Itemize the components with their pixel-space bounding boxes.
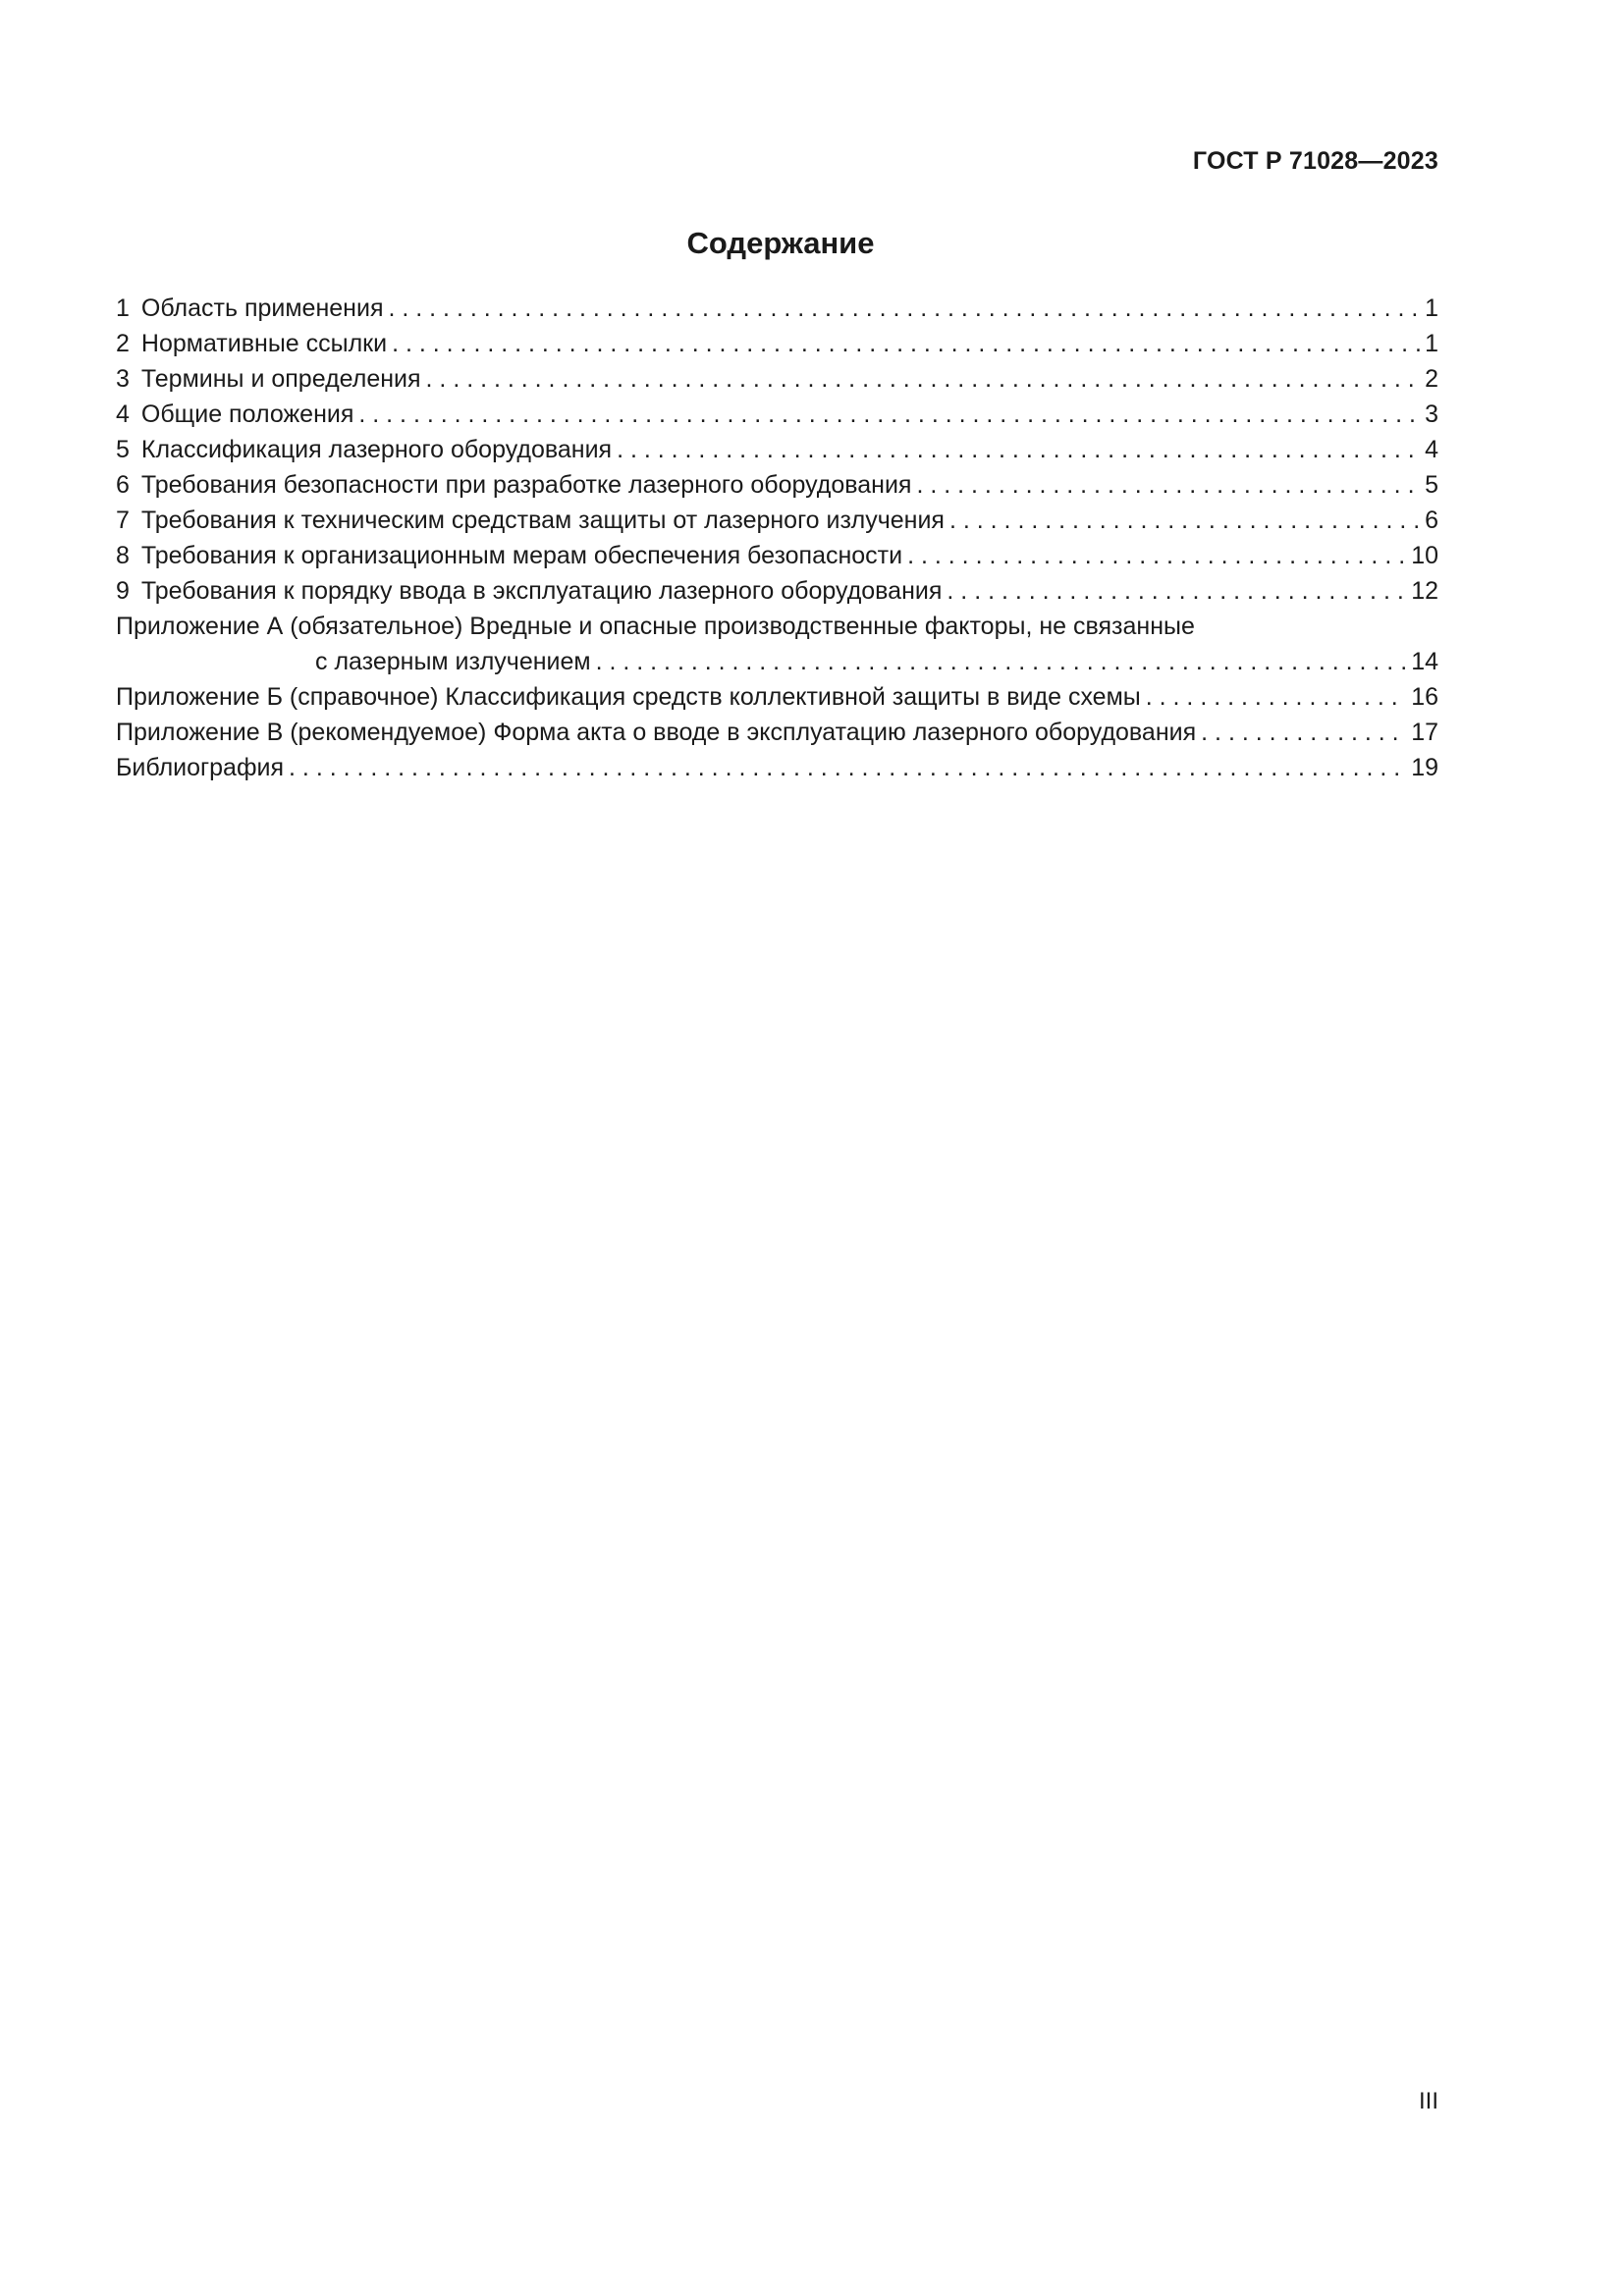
toc-entry-number: 8 [116, 542, 130, 569]
toc-entry[interactable] [116, 715, 1438, 750]
toc-entry-page: 12 [1411, 577, 1438, 605]
toc-entry-title: Общие положения [140, 400, 354, 428]
toc-entry-page: 3 [1425, 400, 1438, 428]
toc-entry-number: 3 [116, 365, 130, 393]
toc-entry-title: Термины и определения [140, 365, 421, 393]
toc-entry-title: Требования безопасности при разработке лазерного оборудования [140, 471, 912, 499]
toc-entry-number: 6 [116, 471, 130, 499]
toc-entry-title-continuation: с лазерным излучением [315, 648, 591, 675]
toc-entry-page: 1 [1425, 330, 1438, 357]
toc-entry-page: 19 [1411, 754, 1438, 781]
toc-leader-dots [289, 750, 1407, 785]
toc-leader-dots [426, 361, 1422, 397]
toc-leader-dots [617, 432, 1421, 467]
toc-leader-dots [596, 644, 1408, 679]
toc-entry-page: 1 [1425, 294, 1438, 322]
toc-entry-page: 10 [1411, 542, 1438, 569]
toc-entry-title: Приложение В (рекомендуемое) Форма акта о вводе в эксплуатацию лазерного оборудования [116, 719, 1197, 746]
toc-entry[interactable] [116, 291, 1438, 326]
toc-entry-page: 16 [1411, 683, 1438, 711]
toc-entry-page: 6 [1425, 507, 1438, 534]
toc-leader-dots [358, 397, 1421, 432]
toc-entry-title: Библиография [116, 754, 285, 781]
toc-leader-dots [949, 503, 1421, 538]
toc-entry-title: Приложение А (обязательное) Вредные и опасные производственные факторы, не связанные [116, 613, 1195, 640]
toc-entry-page: 5 [1425, 471, 1438, 499]
toc-entry-number: 4 [116, 400, 130, 428]
toc-leader-dots [392, 326, 1421, 361]
toc-title: Содержание [686, 226, 875, 260]
toc-entry-number: 2 [116, 330, 130, 357]
toc-leader-dots [1201, 715, 1407, 750]
toc-entry[interactable] [116, 326, 1438, 361]
toc-entry[interactable] [116, 503, 1438, 538]
toc-entry[interactable] [116, 609, 1438, 644]
toc-entry[interactable] [116, 538, 1438, 573]
toc-entry-title: Требования к организационным мерам обеспечения безопасности [140, 542, 903, 569]
toc-entry-number: 5 [116, 436, 130, 463]
toc-entry-title: Приложение Б (справочное) Классификация средств коллективной защиты в виде схемы [116, 683, 1141, 711]
toc-leader-dots [907, 538, 1407, 573]
toc-entry-page: 14 [1411, 648, 1438, 675]
toc-entry-title: Требования к порядку ввода в эксплуатацию лазерного оборудования [140, 577, 943, 605]
toc-entry[interactable] [116, 397, 1438, 432]
toc-leader-dots [916, 467, 1421, 503]
page-number: III [1418, 2088, 1438, 2114]
toc-entry-number: 9 [116, 577, 130, 605]
toc-leader-dots [947, 573, 1407, 609]
toc-entry[interactable] [116, 361, 1438, 397]
toc-entry-page: 4 [1425, 436, 1438, 463]
toc-entry[interactable] [116, 679, 1438, 715]
toc-entry[interactable] [116, 573, 1438, 609]
toc-leader-dots [388, 291, 1421, 326]
toc-entry-continuation[interactable] [116, 644, 1438, 679]
toc-entry-title: Нормативные ссылки [140, 330, 388, 357]
toc-entry-page: 2 [1425, 365, 1438, 393]
toc-entry-number: 7 [116, 507, 130, 534]
toc-entry[interactable] [116, 750, 1438, 785]
document-code: ГОСТ Р 71028—2023 [1192, 147, 1438, 175]
table-of-contents [116, 291, 1438, 785]
toc-entry-number: 1 [116, 294, 130, 322]
toc-entry-title: Требования к техническим средствам защиты от лазерного излучения [140, 507, 945, 534]
toc-entry-title: Классификация лазерного оборудования [140, 436, 613, 463]
toc-entry[interactable] [116, 467, 1438, 503]
toc-entry-page: 17 [1411, 719, 1438, 746]
toc-leader-dots [1146, 679, 1407, 715]
toc-entry[interactable] [116, 432, 1438, 467]
toc-entry-title: Область применения [140, 294, 384, 322]
